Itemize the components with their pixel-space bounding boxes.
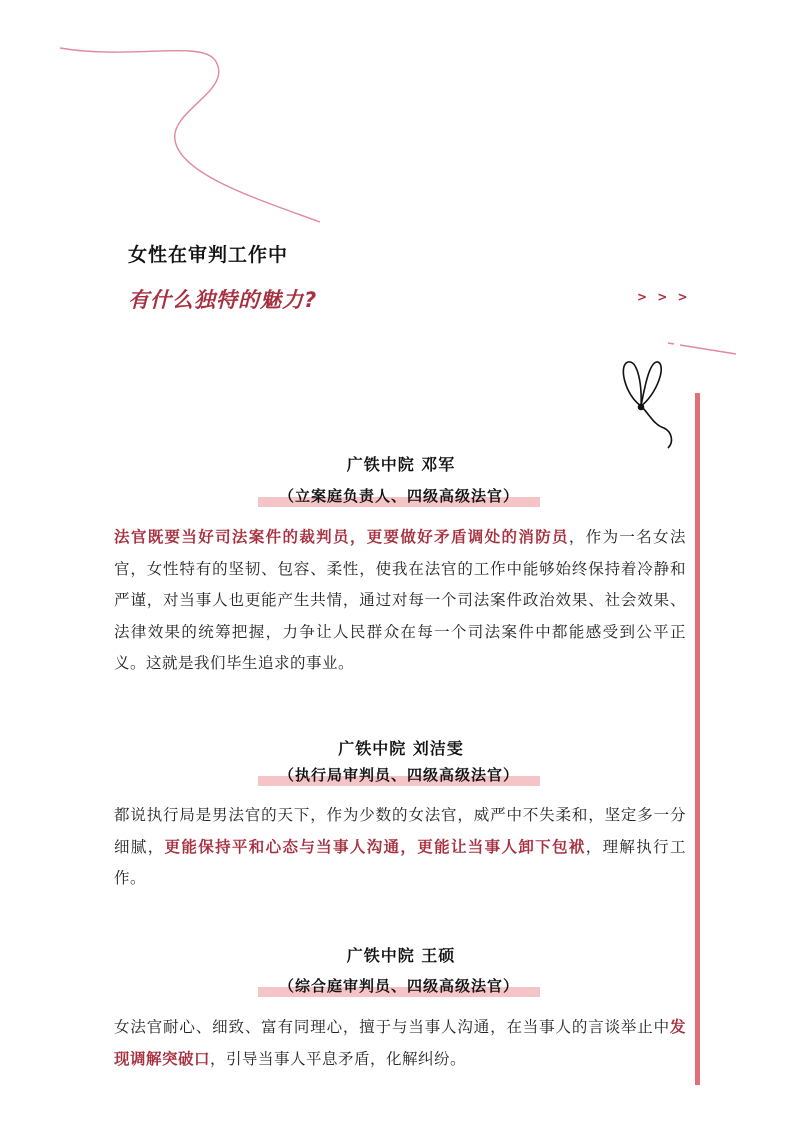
highlighted-text: 法官既要当好司法案件的裁判员，更要做好矛盾调处的消防员 [114, 528, 569, 546]
statement-text: ，引导当事人平息矛盾，化解纠纷。 [210, 1049, 467, 1068]
heading-line-2: 有什么独特的魅力? [128, 288, 318, 312]
highlighted-text: 发现调解突破口 [114, 1018, 686, 1068]
judge-title: （立案庭负责人、四级高级法官） [278, 487, 519, 505]
side-accent-bar [695, 393, 700, 1085]
judge-title: （综合庭审判员、四级高级法官） [278, 977, 519, 995]
chevrons-icon: > > > [637, 290, 691, 304]
statement-text: ，理解执行工作。 [114, 837, 686, 887]
judge-statement [114, 1012, 686, 1075]
statement-text: ，作为一名女法官，女性特有的坚韧、包容、柔性，使我在法官的工作中能够始终保持着冷静和严谨，对当事人也更能产生共情，通过对每一个司法案件政治效果、社会效果、法律效果的统筹把握，力争让人民群众在每一个司法案件中都能感受到公平正义。这就是我们毕生追求的事业。 [114, 528, 686, 672]
judge-name: 广铁中院 邓军 [346, 455, 456, 474]
judge-name: 广铁中院 刘洁雯 [338, 739, 464, 758]
judge-title-block [258, 973, 540, 1001]
heading-line-1: 女性在审判工作中 [128, 244, 289, 266]
statement-text: 都说执行局是男法官的天下，作为少数的女法官，威严中不失柔和，坚定多一分细腻， [114, 806, 686, 856]
highlighted-text: 更能保持平和心态与当事人沟通，更能让当事人卸下包袱 [164, 837, 586, 856]
judge-title-block [258, 762, 540, 790]
judge-title-block [258, 483, 540, 511]
bow-icon [623, 362, 671, 448]
judge-name: 广铁中院 王硕 [346, 946, 456, 965]
judge-statement [114, 522, 686, 680]
statement-text: 女法官耐心、细致、富有同理心，擅于与当事人沟通，在当事人的言谈举止中 [114, 1018, 670, 1036]
judge-statement [114, 800, 686, 895]
judge-title: （执行局审判员、四级高级法官） [278, 766, 519, 784]
